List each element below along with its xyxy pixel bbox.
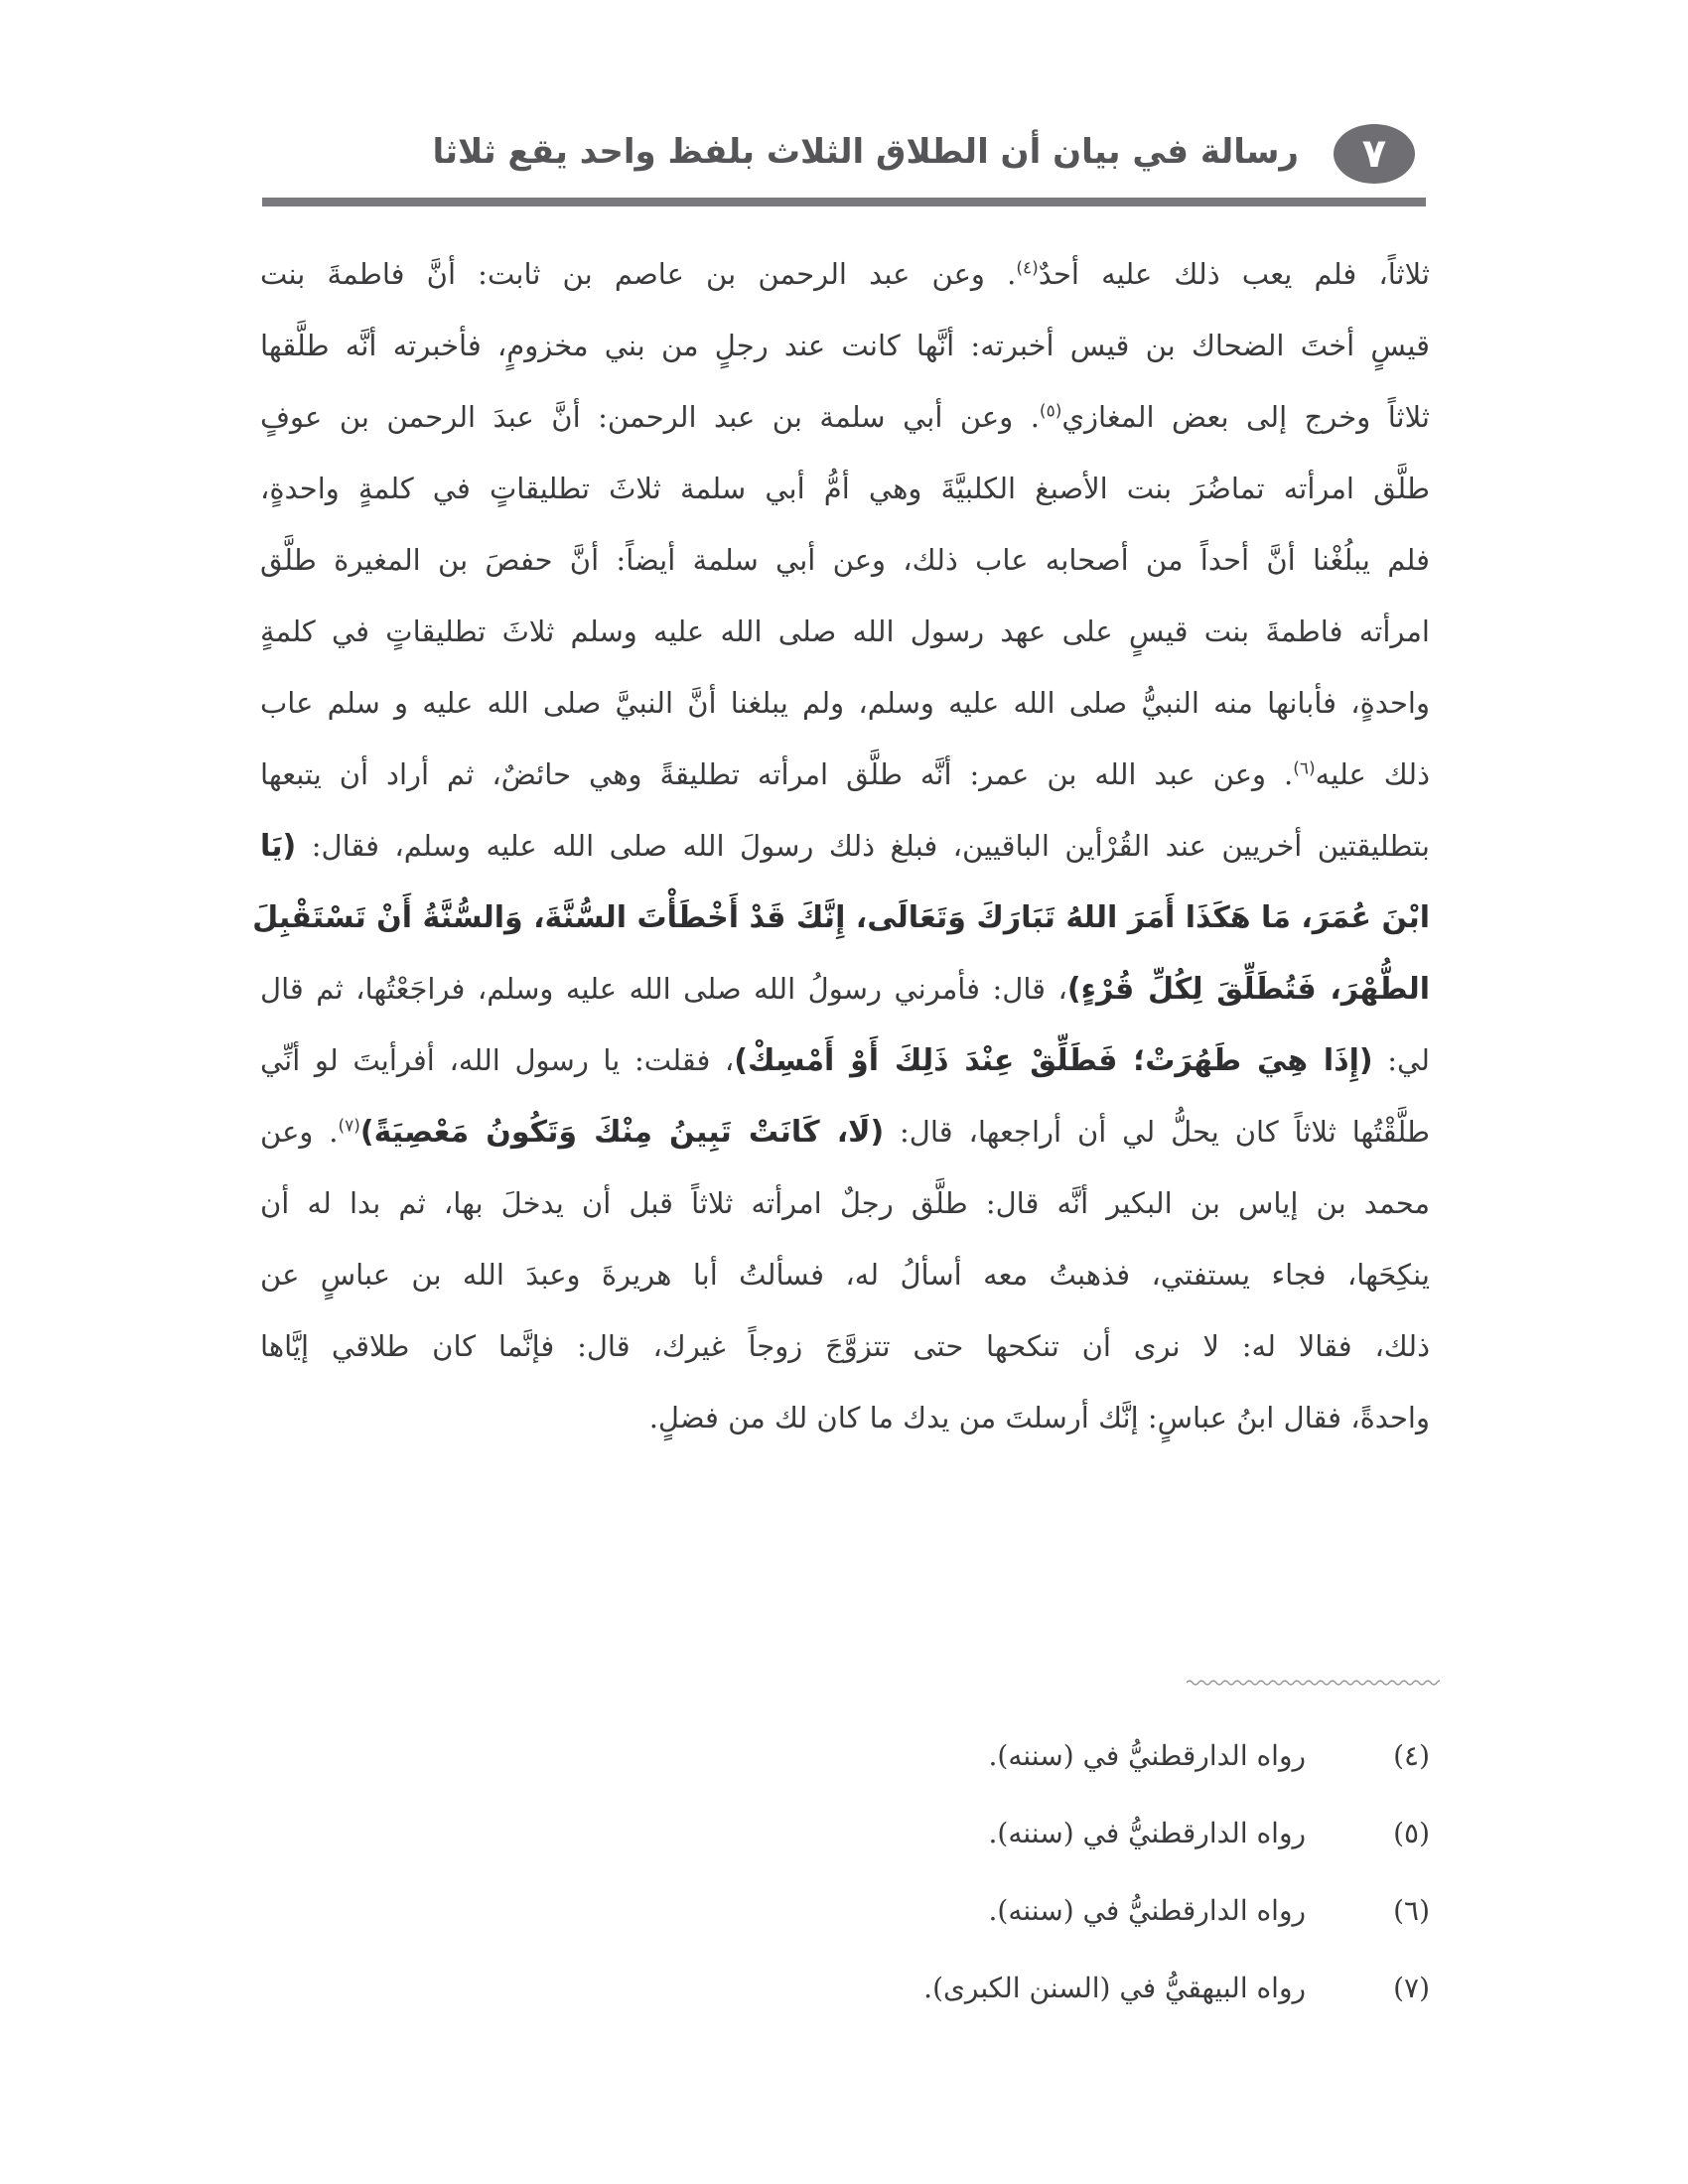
footnote-item [260,1795,1430,1872]
body-text-segment: بتطليقتين أخريين عند القُرْأين الباقيين، فبلغ ذلك رسولَ الله صلى الله عليه وسلم، فقال: [296,829,1430,863]
body-line [260,667,1430,739]
header-title: رسالة في بيان أن الطلاق الثلاث بلفظ واحد يقع ثلاثا [432,132,1299,172]
footnote-item [260,1717,1430,1795]
body-line [260,1024,1430,1096]
body-text-segment: ذلك عليه [1315,757,1430,791]
footnote-ref[interactable]: (٥) [1039,401,1062,422]
footnote-text: رواه البيهقيُّ في (السنن الكبرى). [923,1972,1306,2004]
body-text-segment: . وعن عبد الرحمن بن عاصم بن ثابت: أنَّ فاطمةَ بنت [260,257,1017,291]
body-text-segment: فلم يبلُغْنا أنَّ أحداً من أصحابه عاب ذلك، وعن أبي سلمة أيضاً: أنَّ حفصَ بن المغيرة طلَّق [260,543,1430,577]
body-line [260,453,1430,524]
body-text-segment: واحدةٍ، فأبانها منه النبيُّ صلى الله عليه وسلم، ولم يبلغنا أنَّ النبيَّ صلى الله عليه و سلم عاب [260,686,1430,720]
body-line [260,739,1430,810]
body-text-segment: طلَّقْتُها ثلاثاً كان يحلُّ لي أن أراجعها، قال: [884,1115,1431,1149]
hadith-quote: (يَا [260,829,297,864]
footnote-ref[interactable]: (٧) [338,1116,360,1137]
hadith-quote: (إِذَا هِيَ طَهُرَتْ؛ فَطَلِّقْ عِنْدَ ذَلِكَ أَوْ أَمْسِكْ) [734,1043,1373,1078]
body-line [260,1239,1430,1310]
hadith-quote: (لَا، كَانَتْ تَبِينُ مِنْكَ وَتَكُونُ مَعْصِيَةً) [359,1115,885,1150]
body-line [260,1310,1430,1382]
body-line [260,1096,1430,1167]
body-text-segment: لي: [1372,1043,1430,1077]
body-text-segment: . وعن عبد الله بن عمر: أنَّه طلَّق امرأته تطليقةً وهي حائضٌ، ثم أراد أن يتبعها [260,757,1294,791]
body-text-segment: . وعن [260,1115,339,1149]
footnotes [260,1717,1430,2027]
body-text-segment: امرأته فاطمةَ بنت قيسٍ على عهد رسول الله صلى الله عليه وسلم ثلاثَ تطليقاتٍ في كلمةٍ [260,614,1430,648]
body-line [260,1382,1430,1453]
footnote-text: رواه الدارقطنيُّ في (سننه). [988,1817,1306,1849]
footnote-item [260,1872,1430,1950]
body-text-segment: . وعن أبي سلمة بن عبد الرحمن: أنَّ عبدَ الرحمن بن عوفٍ [260,400,1040,434]
header-rule [262,198,1426,206]
body-line [252,882,1430,953]
body-text-segment: ، قال: فأمرني رسولُ الله صلى الله عليه وسلم، فراجَعْتُها، ثم قال [260,972,1067,1006]
body-text-segment: ثلاثاً وخرج إلى بعض المغازي [1061,400,1430,434]
body-line [260,596,1430,667]
footnote-number: (٦) [1393,1894,1430,1927]
body-line [260,524,1430,596]
body-text-segment: ، فقلت: يا رسول الله، أفرأيتَ لو أنِّي [260,1043,735,1077]
footnote-ref[interactable]: (٤) [1016,258,1039,279]
body-text-segment: محمد بن إياس بن البكير أنَّه قال: طلَّق رجلٌ امرأته ثلاثاً قبل أن يدخلَ بها، ثم بدا له أن [260,1186,1430,1220]
page-number-badge: ٧ [1334,124,1415,184]
footnote-item [260,1950,1430,2027]
footnote-text: رواه الدارقطنيُّ في (سننه). [988,1894,1306,1927]
body-line [260,238,1430,310]
body-text-segment: قيسٍ أختَ الضحاك بن قيس أخبرته: أنَّها كانت عند رجلٍ من بني مخزومٍ، فأخبرته أنَّه طلَّقها [260,329,1430,362]
footnote-number: (٧) [1393,1972,1430,2004]
body-text-segment: طلَّق امرأته تماضُرَ بنت الأصبغ الكلبيَّةَ وهي أمُّ أبي سلمة ثلاثَ تطليقاتٍ في كلمةٍ واحدةٍ، [260,472,1430,505]
body-line [260,1167,1430,1239]
body-text-segment: ينكِحَها، فجاء يستفتي، فذهبتُ معه أسألُ له، فسألتُ أبا هريرةَ وعبدَ الله بن عباسٍ عن [260,1258,1430,1292]
body-line [260,953,1430,1024]
body-text-segment: ذلك، فقالا له: لا نرى أن تنكحها حتى تتزوَّجَ زوجاً غيرك، قال: فإنَّما كان طلاقي إيَّاها [260,1329,1430,1363]
footnote-separator [1187,1678,1440,1688]
hadith-quote: ابْنَ عُمَرَ، مَا هَكَذَا أَمَرَ اللهُ تَبَارَكَ وَتَعَالَى، إِنَّكَ قَدْ أَخْطَأْتَ السُّنَّةَ، وَالسُّنَّةُ أَنْ تَسْتَقْبِلَ [252,900,1430,935]
footnote-ref[interactable]: (٦) [1293,758,1316,779]
footnote-number: (٤) [1393,1739,1430,1772]
body-text-segment: واحدةً، فقال ابنُ عباسٍ: إنَّك أرسلتَ من يدك ما كان لك من فضلٍ. [648,1401,1430,1434]
body-text-segment: ثلاثاً، فلم يعب ذلك عليه أحدٌ [1038,257,1430,291]
body-text [252,238,1431,1453]
hadith-quote: الطُّهْرَ، فَتُطَلِّقَ لِكُلِّ قُرْءٍ) [1066,972,1430,1007]
body-line [260,381,1430,453]
footnote-text: رواه الدارقطنيُّ في (سننه). [988,1739,1306,1772]
running-header [262,117,1426,206]
body-line [260,310,1430,381]
body-line [260,810,1430,882]
footnote-number: (٥) [1393,1817,1430,1849]
